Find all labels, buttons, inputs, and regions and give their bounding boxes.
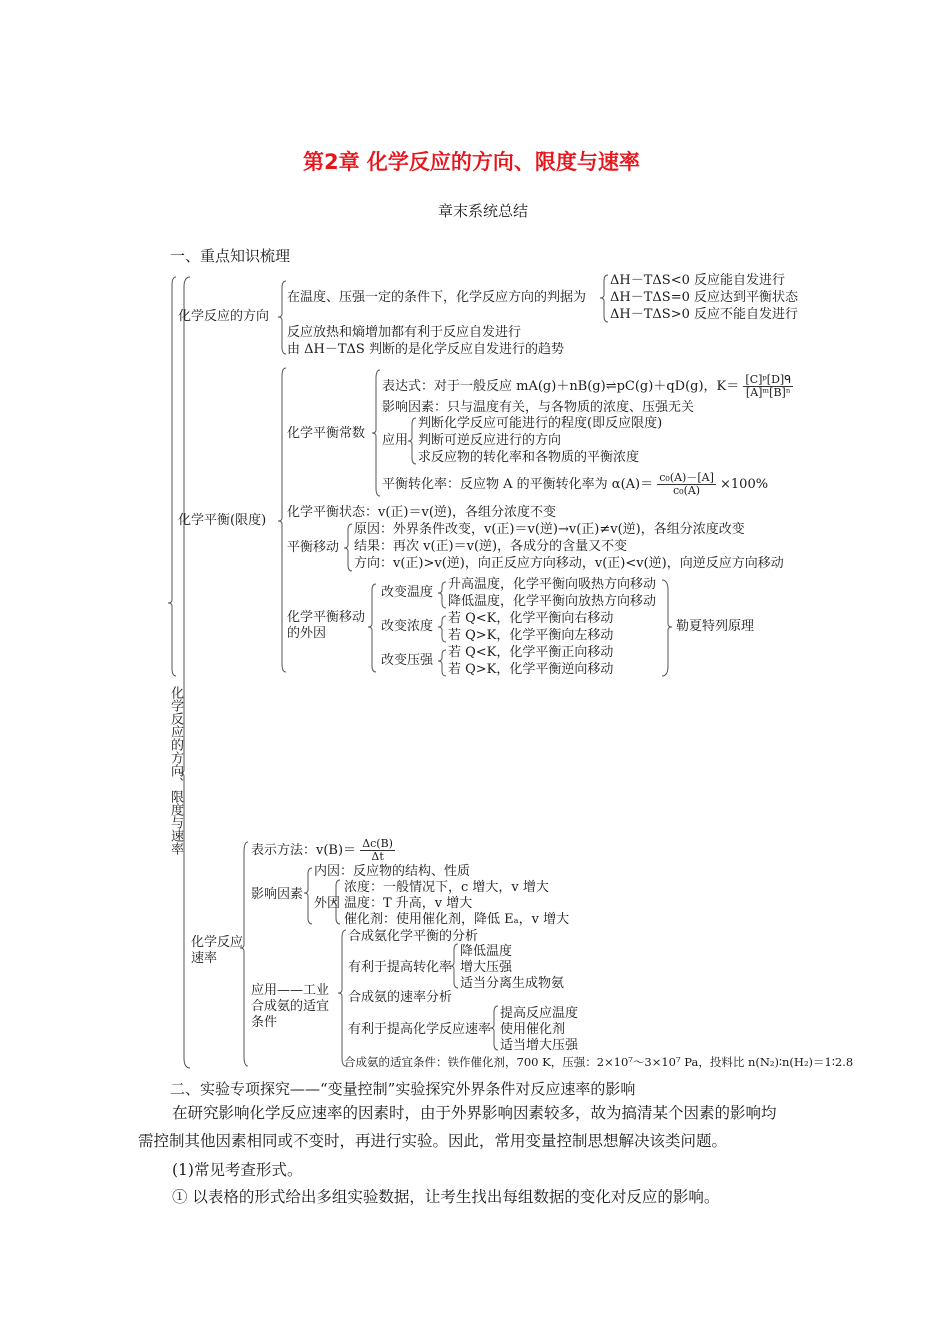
rate-external-2: 温度：T 升高，v 增大 [344, 896, 473, 911]
paragraph-1: 在研究影响化学反应速率的因素时，由于外界影响因素较多，故为搞清某个因素的影响均 [172, 1104, 777, 1122]
rate-fraction [360, 838, 395, 863]
conversion-favor-label: 有利于提高转化率 [348, 960, 453, 975]
rate-denominator: Δt [371, 850, 384, 863]
equilibrium-label: 化学平衡(限度) [178, 513, 267, 528]
rate-factor-label: 影响因素 [251, 887, 304, 902]
equilibrium-analysis: 合成氨化学平衡的分析 [348, 929, 479, 944]
root-label: 化学反应的方向、限度与速率 [168, 686, 183, 855]
k-numerator: [C]ᵖ[D]ᑫ [745, 373, 792, 386]
press-label: 改变压强 [381, 653, 434, 668]
delta-case-3: ΔH－TΔS>0 反应不能自发进行 [610, 307, 798, 322]
external-label: 化学平衡移动的外因 [287, 610, 366, 641]
equilibrium-state: 化学平衡状态：v(正)＝v(逆)，各组分浓度不变 [287, 505, 556, 520]
section-1-heading: 一、重点知识梳理 [170, 247, 291, 265]
constant-label: 化学平衡常数 [287, 426, 366, 441]
apply-label: 应用 [382, 433, 409, 448]
apply-item-2: 判断可逆反应进行的方向 [418, 433, 562, 448]
k-factors: 影响因素：只与温度有关，与各物质的浓度、压强无关 [382, 400, 695, 415]
rate-representation [251, 838, 395, 863]
k-expression [382, 374, 793, 399]
conc-label: 改变浓度 [381, 619, 434, 634]
k-fraction [743, 374, 793, 399]
shift-label: 平衡移动 [287, 540, 340, 555]
list-item-1: (1)常见考查形式。 [172, 1161, 303, 1179]
conc-item-1: 若 Q<K，化学平衡向右移动 [448, 611, 614, 626]
conversion-fraction [657, 472, 716, 497]
shift-result: 结果：再次 v(正)＝v(逆)，各成分的含量又不变 [354, 539, 628, 554]
rate-internal: 内因：反应物的结构、性质 [314, 864, 471, 879]
delta-case-1: ΔH－TΔS<0 反应能自发进行 [610, 273, 785, 288]
rate-analysis: 合成氨的速率分析 [348, 990, 453, 1005]
le-chatelier-principle: 勒夏特列原理 [676, 619, 755, 634]
shift-reason: 原因：外界条件改变，v(正)＝v(逆)→v(正)≠v(逆)，各组分浓度改变 [354, 522, 745, 537]
direction-note-1: 反应放热和熵增加都有利于反应自发进行 [287, 325, 522, 340]
conversion-favor-1: 降低温度 [460, 944, 513, 959]
k-denominator: [A]ᵐ[B]ⁿ [745, 386, 791, 399]
application-label: 应用——工业合成氨的适宜条件 [251, 983, 330, 1030]
rate-external-3: 催化剂：使用催化剂，降低 Eₐ，v 增大 [344, 912, 570, 927]
direction-criterion: 在温度、压强一定的条件下，化学反应方向的判据为 [287, 290, 587, 305]
conversion-rate [382, 472, 768, 497]
paragraph-1-continued: 需控制其他因素相同或不变时，再进行实验。因此，常用变量控制思想解决该类问题。 [138, 1132, 728, 1150]
rate-repr-prefix: 表示方法：v(B)＝ [251, 843, 357, 858]
speed-favor-3: 适当增大压强 [500, 1038, 579, 1053]
chapter-subtitle: 章末系统总结 [438, 202, 529, 220]
press-item-1: 若 Q<K，化学平衡正向移动 [448, 645, 614, 660]
delta-case-2: ΔH－TΔS=0 反应达到平衡状态 [610, 290, 798, 305]
chapter-title: 第2章 化学反应的方向、限度与速率 [303, 150, 640, 174]
list-item-2: ① 以表格的形式给出多组实验数据，让考生找出每组数据的变化对反应的影响。 [172, 1188, 720, 1206]
conversion-favor-3: 适当分离生成物氨 [460, 976, 565, 991]
rate-label: 化学反应速率 [191, 935, 244, 966]
rate-numerator: Δc(B) [362, 837, 393, 850]
conversion-denominator: c₀(A) [673, 484, 701, 497]
synthesis-conditions: 合成氨的适宜条件：铁作催化剂，700 K，压强：2×10⁷～3×10⁷ Pa，投料比 n(N₂)∶n(H₂)＝1∶2.8 [344, 1055, 854, 1069]
apply-item-3: 求反应物的转化率和各物质的平衡浓度 [418, 450, 640, 465]
temp-item-1: 升高温度，化学平衡向吸热方向移动 [448, 577, 657, 592]
conc-item-2: 若 Q>K，化学平衡向左移动 [448, 628, 614, 643]
speed-favor-2: 使用催化剂 [500, 1022, 566, 1037]
section-2-heading: 二、实验专项探究——“变量控制”实验探究外界条件对反应速率的影响 [170, 1080, 636, 1098]
rate-external-label: 外因 [314, 896, 341, 911]
conversion-suffix: ×100% [720, 477, 769, 492]
apply-item-1: 判断化学反应可能进行的程度(即反应限度) [418, 416, 663, 431]
temp-item-2: 降低温度，化学平衡向放热方向移动 [448, 594, 657, 609]
direction-label: 化学反应的方向 [178, 309, 270, 324]
conversion-favor-2: 增大压强 [460, 960, 513, 975]
speed-favor-1: 提高反应温度 [500, 1006, 579, 1021]
shift-direction: 方向：v(正)>v(逆)，向正反应方向移动，v(正)<v(逆)，向逆反应方向移动 [354, 556, 784, 571]
k-expression-prefix: 表达式：对于一般反应 mA(g)＋nB(g)⇌pC(g)＋qD(g)，K＝ [382, 379, 740, 394]
press-item-2: 若 Q>K，化学平衡逆向移动 [448, 662, 614, 677]
rate-external-1: 浓度：一般情况下，c 增大，v 增大 [344, 880, 549, 895]
direction-note-2: 由 ΔH－TΔS 判断的是化学反应自发进行的趋势 [287, 342, 564, 357]
conversion-prefix: 平衡转化率：反应物 A 的平衡转化率为 α(A)＝ [382, 477, 654, 492]
conversion-numerator: c₀(A)－[A] [659, 471, 714, 484]
temp-label: 改变温度 [381, 585, 434, 600]
speed-favor-label: 有利于提高化学反应速率 [348, 1022, 492, 1037]
